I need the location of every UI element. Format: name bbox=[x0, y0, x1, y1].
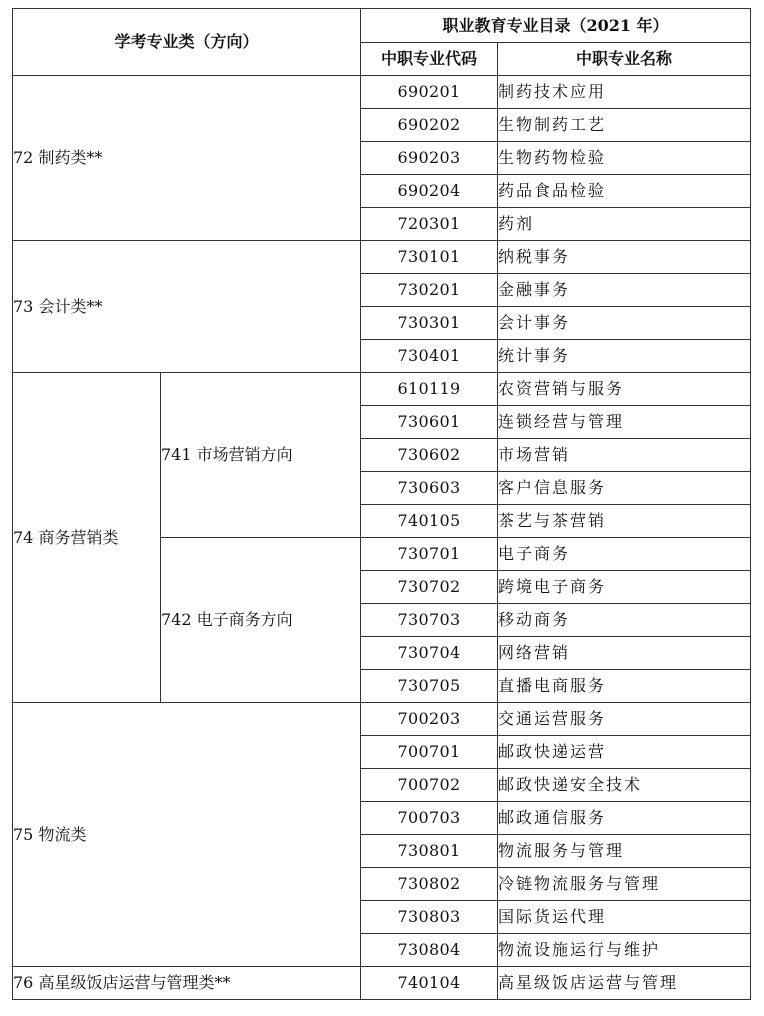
category-label: 73 会计类** bbox=[13, 241, 361, 373]
major-name: 高星级饭店运营与管理 bbox=[498, 967, 751, 1000]
major-code: 700702 bbox=[361, 769, 498, 802]
major-name: 邮政快递运营 bbox=[498, 736, 751, 769]
major-name: 连锁经营与管理 bbox=[498, 406, 751, 439]
major-name: 金融事务 bbox=[498, 274, 751, 307]
major-name: 电子商务 bbox=[498, 538, 751, 571]
major-code: 690203 bbox=[361, 142, 498, 175]
major-code: 700701 bbox=[361, 736, 498, 769]
major-name: 国际货运代理 bbox=[498, 901, 751, 934]
major-code: 730705 bbox=[361, 670, 498, 703]
category-label: 76 高星级饭店运营与管理类** bbox=[13, 967, 361, 1000]
major-name: 客户信息服务 bbox=[498, 472, 751, 505]
category-label: 72 制药类** bbox=[13, 76, 361, 241]
major-name: 冷链物流服务与管理 bbox=[498, 868, 751, 901]
major-name: 市场营销 bbox=[498, 439, 751, 472]
major-code: 740104 bbox=[361, 967, 498, 1000]
category-label: 75 物流类 bbox=[13, 703, 361, 967]
major-code: 730701 bbox=[361, 538, 498, 571]
major-name: 药剂 bbox=[498, 208, 751, 241]
table-row bbox=[13, 241, 751, 274]
major-code: 730401 bbox=[361, 340, 498, 373]
major-name: 药品食品检验 bbox=[498, 175, 751, 208]
major-code: 740105 bbox=[361, 505, 498, 538]
major-name: 统计事务 bbox=[498, 340, 751, 373]
major-name: 制药技术应用 bbox=[498, 76, 751, 109]
major-code: 690201 bbox=[361, 76, 498, 109]
major-code: 730201 bbox=[361, 274, 498, 307]
major-name: 茶艺与茶营销 bbox=[498, 505, 751, 538]
major-name: 移动商务 bbox=[498, 604, 751, 637]
major-code: 690202 bbox=[361, 109, 498, 142]
direction-label: 741 市场营销方向 bbox=[161, 373, 361, 538]
major-name: 网络营销 bbox=[498, 637, 751, 670]
major-catalog-table bbox=[12, 8, 751, 1000]
major-code: 700703 bbox=[361, 802, 498, 835]
major-name: 纳税事务 bbox=[498, 241, 751, 274]
major-name: 交通运营服务 bbox=[498, 703, 751, 736]
table-row bbox=[13, 76, 751, 109]
major-name: 会计事务 bbox=[498, 307, 751, 340]
major-code: 730603 bbox=[361, 472, 498, 505]
major-name: 物流服务与管理 bbox=[498, 835, 751, 868]
major-code: 730703 bbox=[361, 604, 498, 637]
major-code: 730702 bbox=[361, 571, 498, 604]
major-name: 生物药物检验 bbox=[498, 142, 751, 175]
major-code: 730804 bbox=[361, 934, 498, 967]
major-name: 直播电商服务 bbox=[498, 670, 751, 703]
major-name: 农资营销与服务 bbox=[498, 373, 751, 406]
major-code: 610119 bbox=[361, 373, 498, 406]
major-name: 跨境电子商务 bbox=[498, 571, 751, 604]
major-code: 730802 bbox=[361, 868, 498, 901]
header-name-column: 中职专业名称 bbox=[498, 43, 751, 76]
table-row bbox=[13, 967, 751, 1000]
major-code: 730803 bbox=[361, 901, 498, 934]
header-code-column: 中职专业代码 bbox=[361, 43, 498, 76]
major-code: 730101 bbox=[361, 241, 498, 274]
header-right: 职业教育专业目录（2021 年） bbox=[361, 9, 751, 43]
major-code: 730601 bbox=[361, 406, 498, 439]
table-row bbox=[13, 373, 751, 406]
major-code: 730801 bbox=[361, 835, 498, 868]
header-left: 学考专业类（方向） bbox=[13, 9, 361, 76]
table-row bbox=[13, 703, 751, 736]
category-label: 74 商务营销类 bbox=[13, 373, 161, 703]
major-code: 730602 bbox=[361, 439, 498, 472]
major-code: 730301 bbox=[361, 307, 498, 340]
major-code: 690204 bbox=[361, 175, 498, 208]
direction-label: 742 电子商务方向 bbox=[161, 538, 361, 703]
major-name: 物流设施运行与维护 bbox=[498, 934, 751, 967]
major-name: 邮政快递安全技术 bbox=[498, 769, 751, 802]
major-name: 邮政通信服务 bbox=[498, 802, 751, 835]
major-code: 730704 bbox=[361, 637, 498, 670]
major-name: 生物制药工艺 bbox=[498, 109, 751, 142]
major-code: 720301 bbox=[361, 208, 498, 241]
major-code: 700203 bbox=[361, 703, 498, 736]
